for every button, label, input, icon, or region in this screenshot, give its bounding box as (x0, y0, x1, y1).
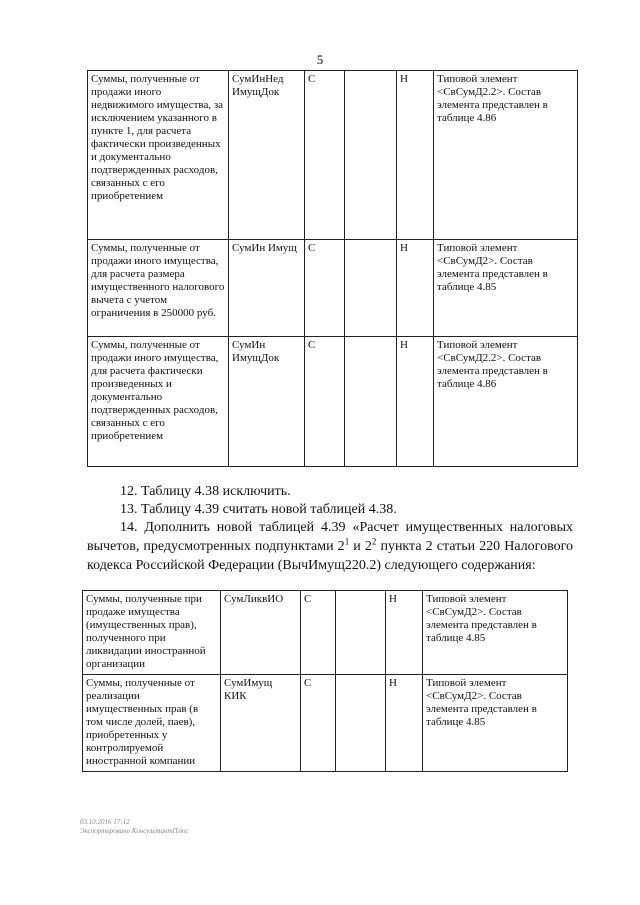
element-format-cell (336, 675, 386, 772)
stamp-line: Экспортировано КонсультантПлюс (80, 827, 189, 835)
element-code-cell: СумИнНед ИмущДок (229, 71, 305, 240)
element-code-cell: СумЛиквИО (221, 591, 301, 675)
paragraph-14-part: 14. Дополнить новой таблицей 4.39 «Расчет имущественных налоговых вычетов, предусмотренных подпунктами 2 (87, 520, 573, 554)
element-code-cell: СумИмущ КИК (221, 675, 301, 772)
superscript: 1 (344, 536, 350, 547)
element-format-cell (336, 591, 386, 675)
spec-table-continuation (87, 70, 578, 467)
element-note-cell: Типовой элемент <СвСумД2>. Состав элемента представлен в таблице 4.85 (423, 675, 568, 772)
paragraph-12: 12. Таблицу 4.38 исключить. (120, 484, 291, 499)
element-name-cell: Суммы, полученные от продажи иного недвижимого имущества, за исключением указанного в пункте 1, для расчета фактически произведенных и документально подтвержденных расходов, связанных с его приобретением (88, 71, 229, 240)
element-required-cell: Н (397, 240, 434, 337)
element-format-cell (345, 71, 397, 240)
element-required-cell: Н (386, 591, 423, 675)
element-required-cell: Н (386, 675, 423, 772)
paragraph-14-text (87, 518, 573, 575)
element-name-cell: Суммы, полученные от продажи иного имущества, для расчета фактически произведенных и документально подтвержденных расходов, связанных с его приобретением (88, 337, 229, 467)
page-number: 5 (316, 52, 324, 67)
element-format-cell (345, 240, 397, 337)
element-note-cell: Типовой элемент <СвСумД2.2>. Состав элемента представлен в таблице 4.86 (434, 71, 578, 240)
table-row (88, 337, 578, 467)
element-note-cell: Типовой элемент <СвСумД2.2>. Состав элемента представлен в таблице 4.86 (434, 337, 578, 467)
paragraph-14-part: и 2 (349, 539, 372, 554)
table-row (83, 591, 568, 675)
paragraph-14 (87, 518, 573, 575)
element-code-cell: СумИн Имущ (229, 240, 305, 337)
element-type-cell: С (305, 240, 345, 337)
element-note-cell: Типовой элемент <СвСумД2>. Состав элемента представлен в таблице 4.85 (423, 591, 568, 675)
element-type-cell: С (301, 675, 336, 772)
table-row (83, 675, 568, 772)
document-stamp (80, 818, 189, 836)
element-note-cell: Типовой элемент <СвСумД2>. Состав элемента представлен в таблице 4.85 (434, 240, 578, 337)
element-type-cell: С (305, 337, 345, 467)
element-name-cell: Суммы, полученные от продажи иного имущества, для расчета размера имущественного налогового вычета с учетом ограничения в 250000 руб. (88, 240, 229, 337)
table-row (88, 240, 578, 337)
element-required-cell: Н (397, 337, 434, 467)
element-type-cell: С (305, 71, 345, 240)
table-row (88, 71, 578, 240)
superscript: 2 (371, 536, 377, 547)
element-required-cell: Н (397, 71, 434, 240)
element-name-cell: Суммы, полученные при продаже имущества (имущественных прав), полученного при ликвидации иностранной организации (83, 591, 221, 675)
paragraph-14-part: пункта 2 статьи 220 Налогового кодекса Российской Федерации (ВычИмущ220.2) следующего содержания: (87, 539, 573, 573)
element-name-cell: Суммы, полученные от реализации имущественных прав (в том числе долей, паев), приобретенных у контролируемой иностранной компании (83, 675, 221, 772)
element-format-cell (345, 337, 397, 467)
paragraph-13: 13. Таблицу 4.39 считать новой таблицей 4.38. (120, 502, 397, 517)
element-type-cell: С (301, 591, 336, 675)
stamp-line: 03.10.2016 17:12 (80, 818, 130, 826)
spec-table-4-39 (82, 590, 568, 772)
element-code-cell: СумИн ИмущДок (229, 337, 305, 467)
